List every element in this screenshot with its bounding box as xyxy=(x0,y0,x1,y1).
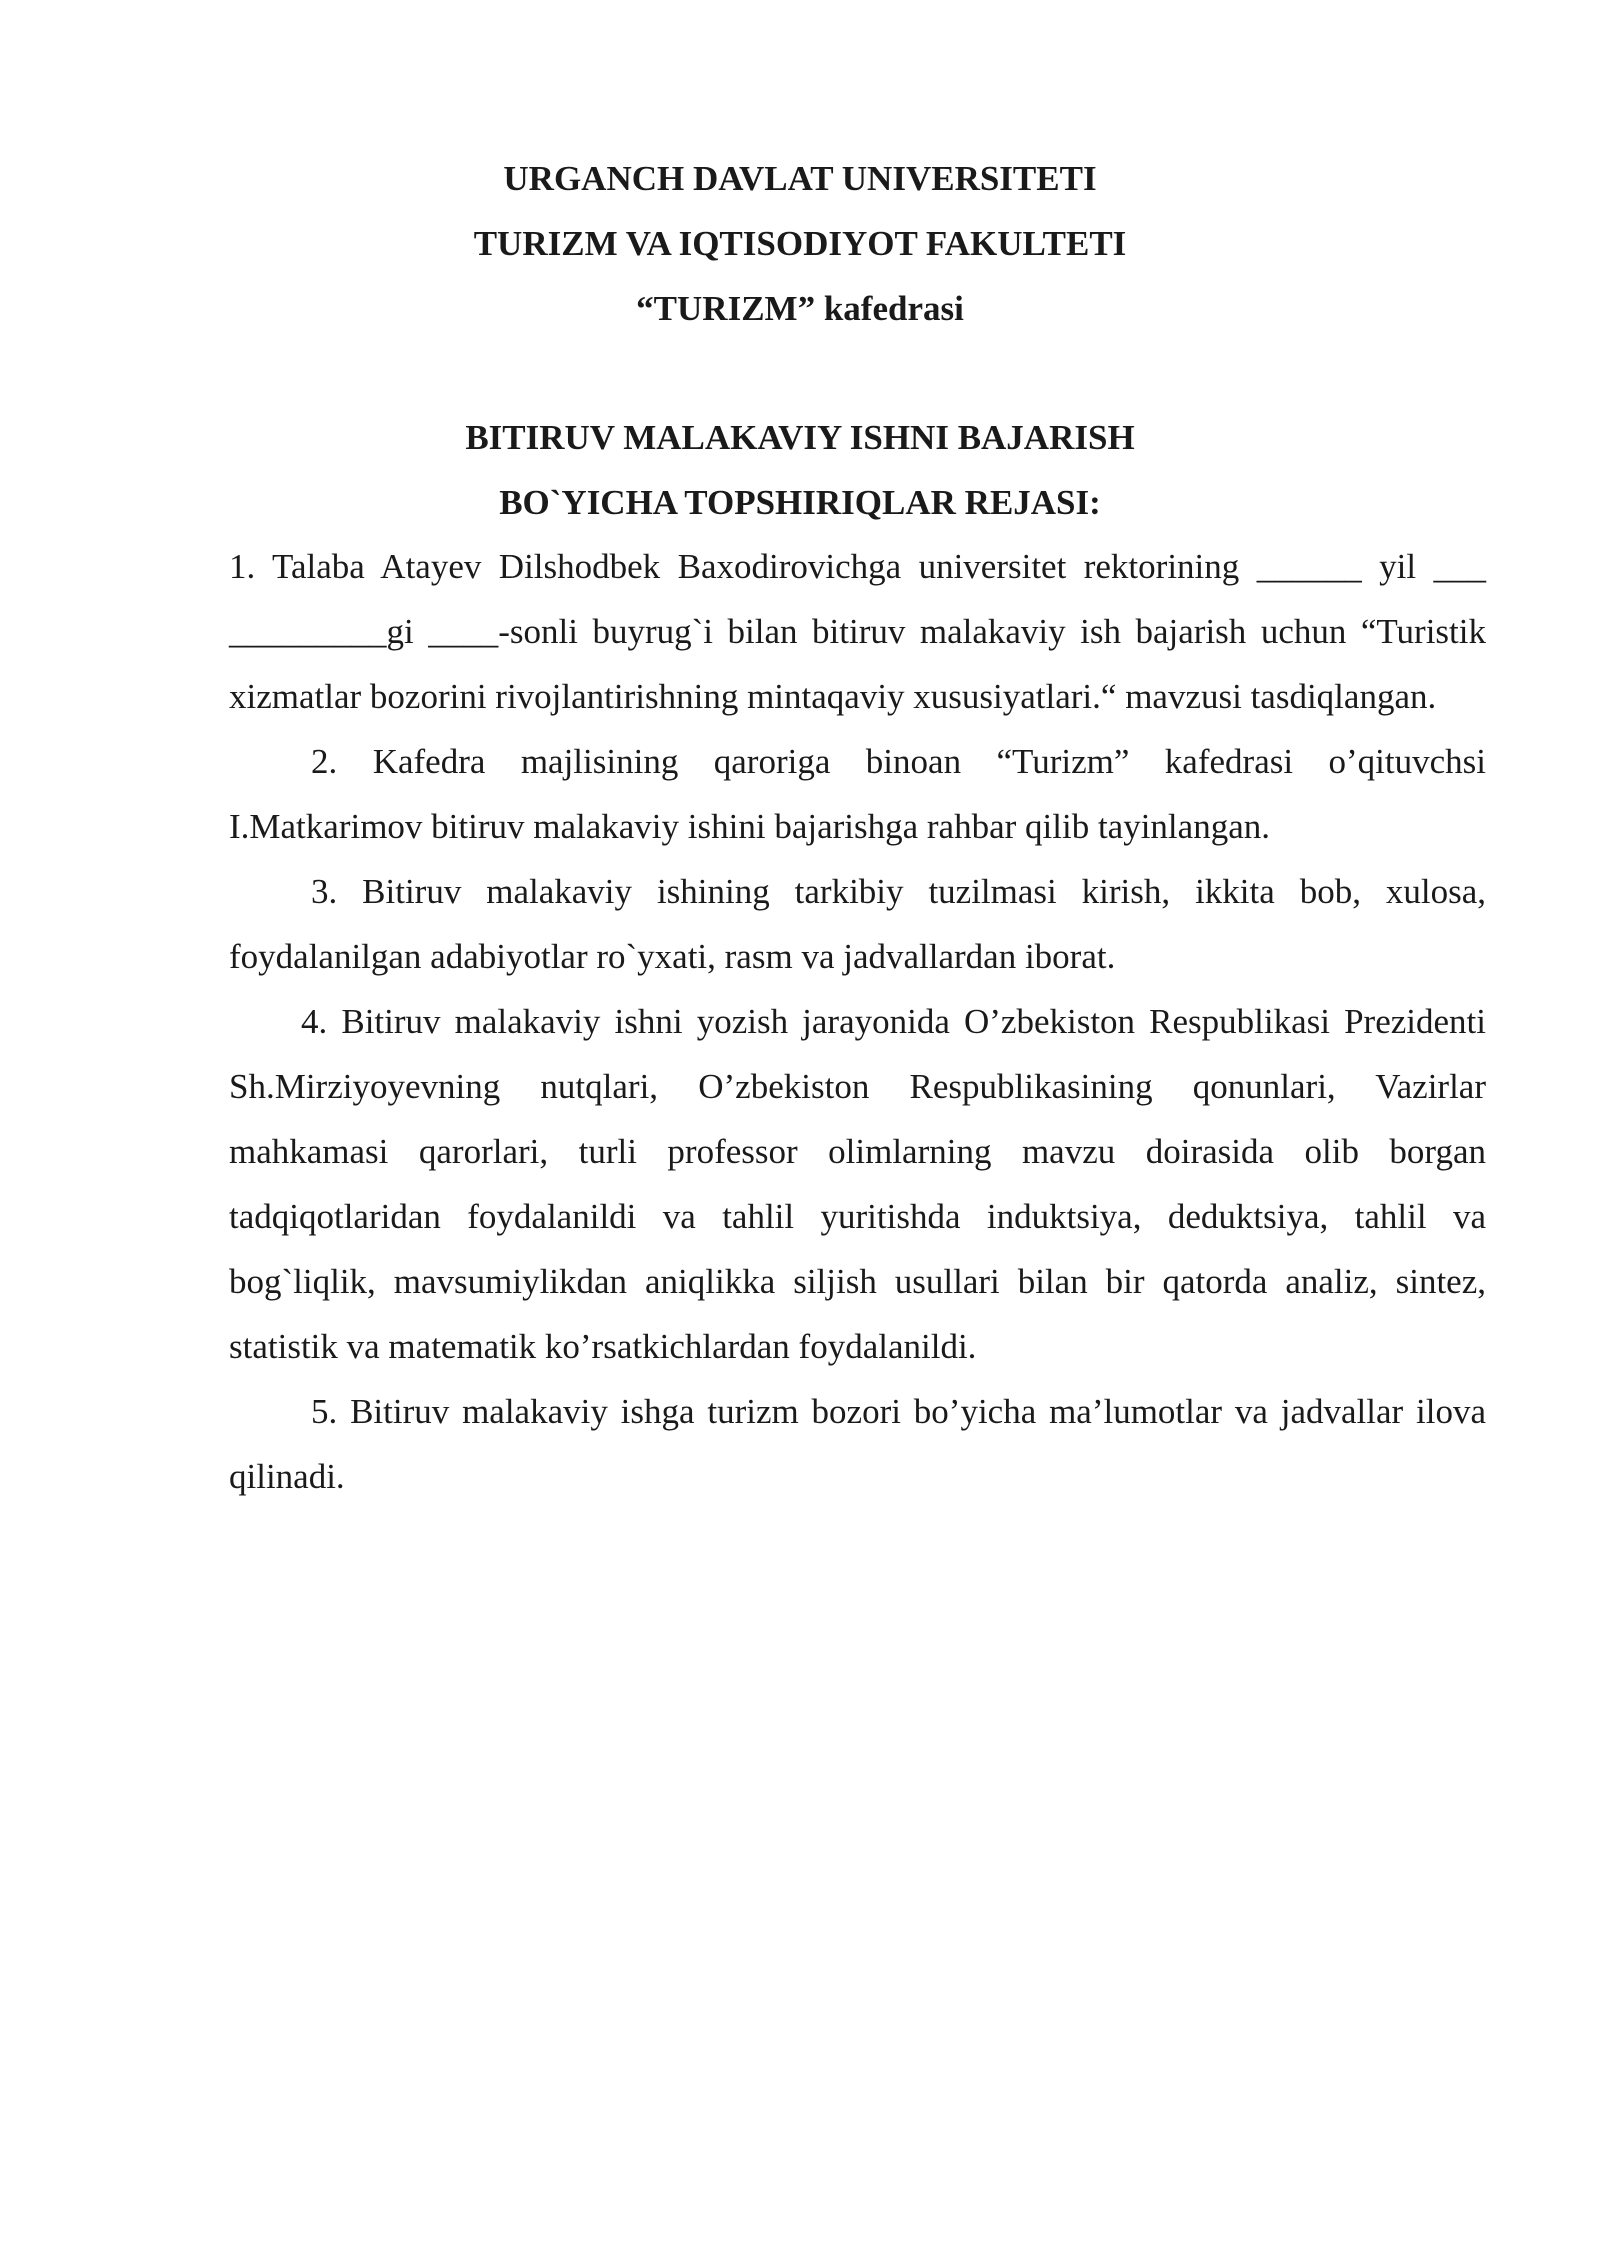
document-title xyxy=(0,405,1600,535)
document-header xyxy=(0,146,1600,341)
document-body xyxy=(229,534,1486,1509)
paragraph-4: 4. Bitiruv malakaviy ishni yozish jarayonida O’zbekiston Respublikasi Prezidenti Sh.Mirziyoyevning nutqlari, O’zbekiston Respublikasining qonunlari, Vazirlar mahkamasi qarorlari, turli professor olimlarning mavzu doirasida olib borgan tadqiqotlaridan foydalanildi va tahlil yuritishda induktsiya, deduktsiya, tahlil va bog`liqlik, mavsumiylikdan aniqlikka siljish usullari bilan bir qatorda analiz, sintez, statistik va matematik ko’rsatkichlardan foydalanildi. xyxy=(229,1002,1486,1366)
paragraph-5: 5. Bitiruv malakaviy ishga turizm bozori bo’yicha ma’lumotlar va jadvallar ilova qilinadi. xyxy=(229,1392,1486,1496)
title-line-2: BO`YICHA TOPSHIRIQLAR REJASI: xyxy=(499,483,1101,522)
paragraph-2: 2. Kafedra majlisining qaroriga binoan “Turizm” kafedrasi o’qituvchsi I.Matkarimov bitiruv malakaviy ishini bajarishga rahbar qilib tayinlangan. xyxy=(229,742,1486,846)
university-name: URGANCH DAVLAT UNIVERSITETI xyxy=(503,159,1097,198)
paragraph-3: 3. Bitiruv malakaviy ishining tarkibiy tuzilmasi kirish, ikkita bob, xulosa, foydalanilgan adabiyotlar ro`yxati, rasm va jadvallardan iborat. xyxy=(229,872,1486,976)
title-line-1: BITIRUV MALAKAVIY ISHNI BAJARISH xyxy=(465,418,1135,457)
paragraph-1: 1. Talaba Atayev Dilshodbek Baxodirovichga universitet rektorining ______ yil ___ _________gi ____-sonli buyrug`i bilan bitiruv malakaviy ish bajarish uchun “Turistik xizmatlar bozorini rivojlantirishning mintaqaviy xususiyatlari.“ mavzusi tasdiqlangan. xyxy=(229,547,1486,716)
department-name: “TURIZM” kafedrasi xyxy=(636,289,964,328)
faculty-name: TURIZM VA IQTISODIYOT FAKULTETI xyxy=(473,224,1127,263)
